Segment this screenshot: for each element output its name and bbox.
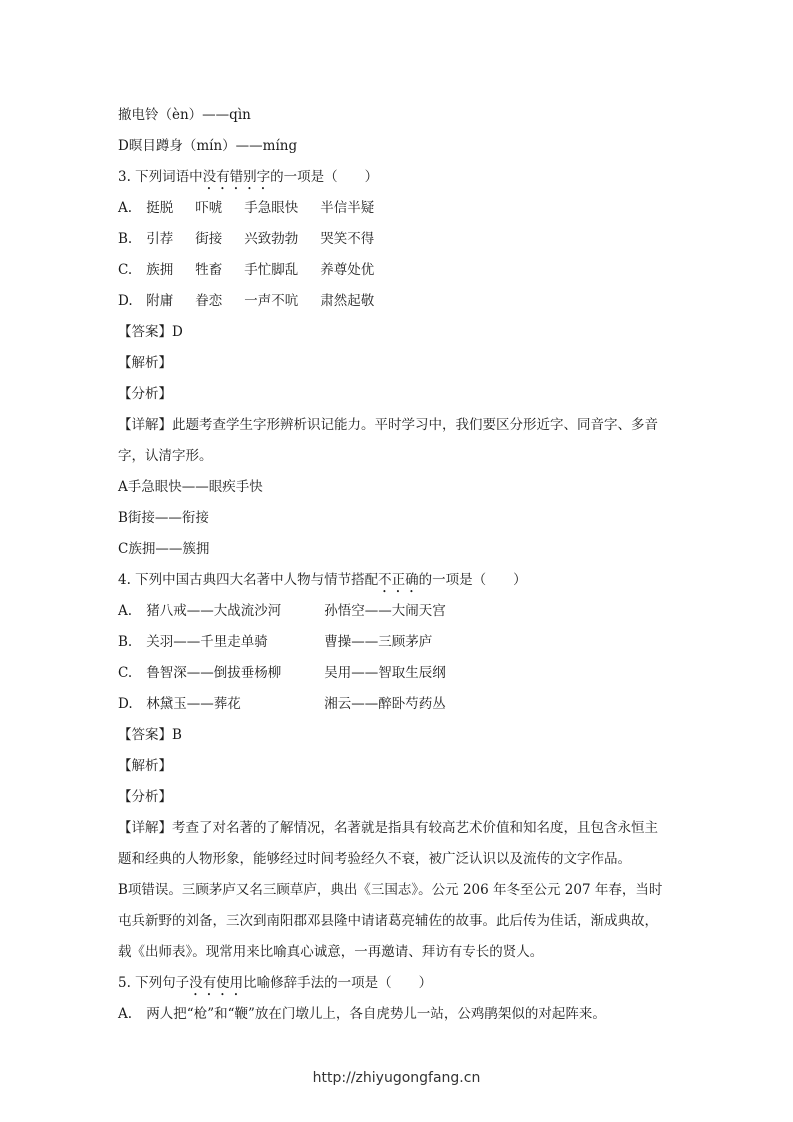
option-word: 挺脱 (146, 200, 174, 216)
question-5 (118, 968, 693, 999)
option-label: A. (118, 1006, 133, 1022)
option-word: 手忙脚乱 (244, 262, 299, 278)
option-word: 养尊处优 (320, 262, 375, 278)
option-label: B. (118, 634, 133, 650)
option-pair: 孙悟空——大闹天宫 (324, 603, 446, 619)
option-label: C. (118, 665, 133, 681)
option-pair: 鲁智深——倒拔垂杨柳 (146, 665, 282, 681)
option-word: 兴致勃勃 (244, 231, 299, 247)
option-word: 附庸 (146, 293, 174, 309)
option-word: 眷恋 (195, 293, 223, 309)
option-b (118, 627, 693, 658)
option-pair: 猪八戒——大战流沙河 (146, 603, 282, 619)
answer-label: 【答案】B (118, 727, 182, 743)
option-word: 肃然起敬 (320, 293, 375, 309)
analysis-label: 【分析】 (118, 386, 172, 402)
option-label: D. (118, 696, 133, 712)
analysis-label: 【分析】 (118, 789, 172, 805)
option-d (118, 689, 693, 720)
option-a (118, 193, 693, 224)
option-c (118, 658, 693, 689)
option-label: C. (118, 262, 133, 278)
option-word: 族拥 (146, 262, 174, 278)
question-text: 比喻修辞手法的一项是（ ） (243, 975, 433, 991)
option-pair: 关羽——千里走单骑 (146, 634, 268, 650)
option-d (118, 286, 693, 317)
option-pair: 曹操——三顾茅庐 (324, 634, 433, 650)
explanation-line: 【详解】此题考查学生字形辨析识记能力。平时学习中，我们要区分形近字、同音字、多音 (118, 417, 658, 433)
correction-line: B街接——衔接 (118, 510, 209, 526)
option-word: 一声不吭 (244, 293, 299, 309)
option-a (118, 596, 693, 627)
emphasized-text: 没有错别字 (202, 169, 271, 185)
question-text: 5. 下列句子 (118, 975, 190, 991)
option-pair: 林黛玉——葬花 (146, 696, 241, 712)
option-word: 引荐 (146, 231, 174, 247)
question-4 (118, 565, 693, 596)
explanation-line: 屯兵新野的刘备，三次到南阳郡邓县隆中请诸葛亮辅佐的故事。此后传为佳话，渐成典故， (118, 913, 658, 929)
option-label: A. (118, 603, 133, 619)
question-text: 3. 下列词语中 (118, 169, 203, 185)
option-b (118, 224, 693, 255)
footer-url[interactable]: http://zhiyugongfang.cn (312, 1070, 481, 1086)
option-a (118, 999, 693, 1030)
document-body (118, 100, 693, 1030)
explanation-line: 字，认清字形。 (118, 448, 213, 464)
option-word: 吓唬 (195, 200, 223, 216)
analysis-label: 【解析】 (118, 758, 172, 774)
explanation-line: 【详解】考查了对名著的了解情况，名著就是指具有较高艺术价值和知名度，且包含永恒主 (118, 820, 658, 836)
option-label: A. (118, 200, 133, 216)
option-word: 牲畜 (195, 262, 223, 278)
option-pair: 吴用——智取生辰纲 (324, 665, 446, 681)
question-text: 的一项是（ ） (270, 169, 379, 185)
correction-line: C族拥——簇拥 (118, 541, 210, 557)
option-word: 哭笑不得 (320, 231, 375, 247)
option-pair: 湘云——醉卧芍药丛 (324, 696, 446, 712)
option-label: D. (118, 293, 133, 309)
correction-line: A手急眼快——眼疾手快 (118, 479, 263, 495)
question-text: 4. 下列中国古典四大名著中人物与情节搭配 (118, 572, 379, 588)
option-word: 街接 (195, 231, 223, 247)
answer-label: 【答案】D (118, 324, 183, 340)
text-line: 撤电铃（èn）——qìn (118, 107, 251, 123)
option-label: B. (118, 231, 133, 247)
emphasized-text: 没有使用 (189, 975, 244, 991)
option-text: 两人把“枪”和“鞭”放在门墩儿上，各自虎势儿一站，公鸡鹃架似的对起阵来。 (146, 1006, 606, 1022)
analysis-label: 【解析】 (118, 355, 172, 371)
explanation-line: B项错误。三顾茅庐又名三顾草庐，典出《三国志》。公元 206 年冬至公元 207 年春，当时 (118, 882, 663, 898)
option-word: 半信半疑 (320, 200, 375, 216)
option-c (118, 255, 693, 286)
option-word: 手急眼快 (244, 200, 299, 216)
explanation-line: 题和经典的人物形象，能够经过时间考验经久不衰，被广泛认识以及流传的文字作品。 (118, 851, 631, 867)
question-3 (118, 162, 693, 193)
question-text: 的一项是（ ） (418, 572, 527, 588)
emphasized-text: 不正确 (378, 572, 419, 588)
explanation-line: 载《出师表》。现常用来比喻真心诚意，一再邀请、拜访有专长的贤人。 (118, 944, 544, 960)
text-line: D暝目蹲身（mín）——míng (118, 138, 298, 154)
